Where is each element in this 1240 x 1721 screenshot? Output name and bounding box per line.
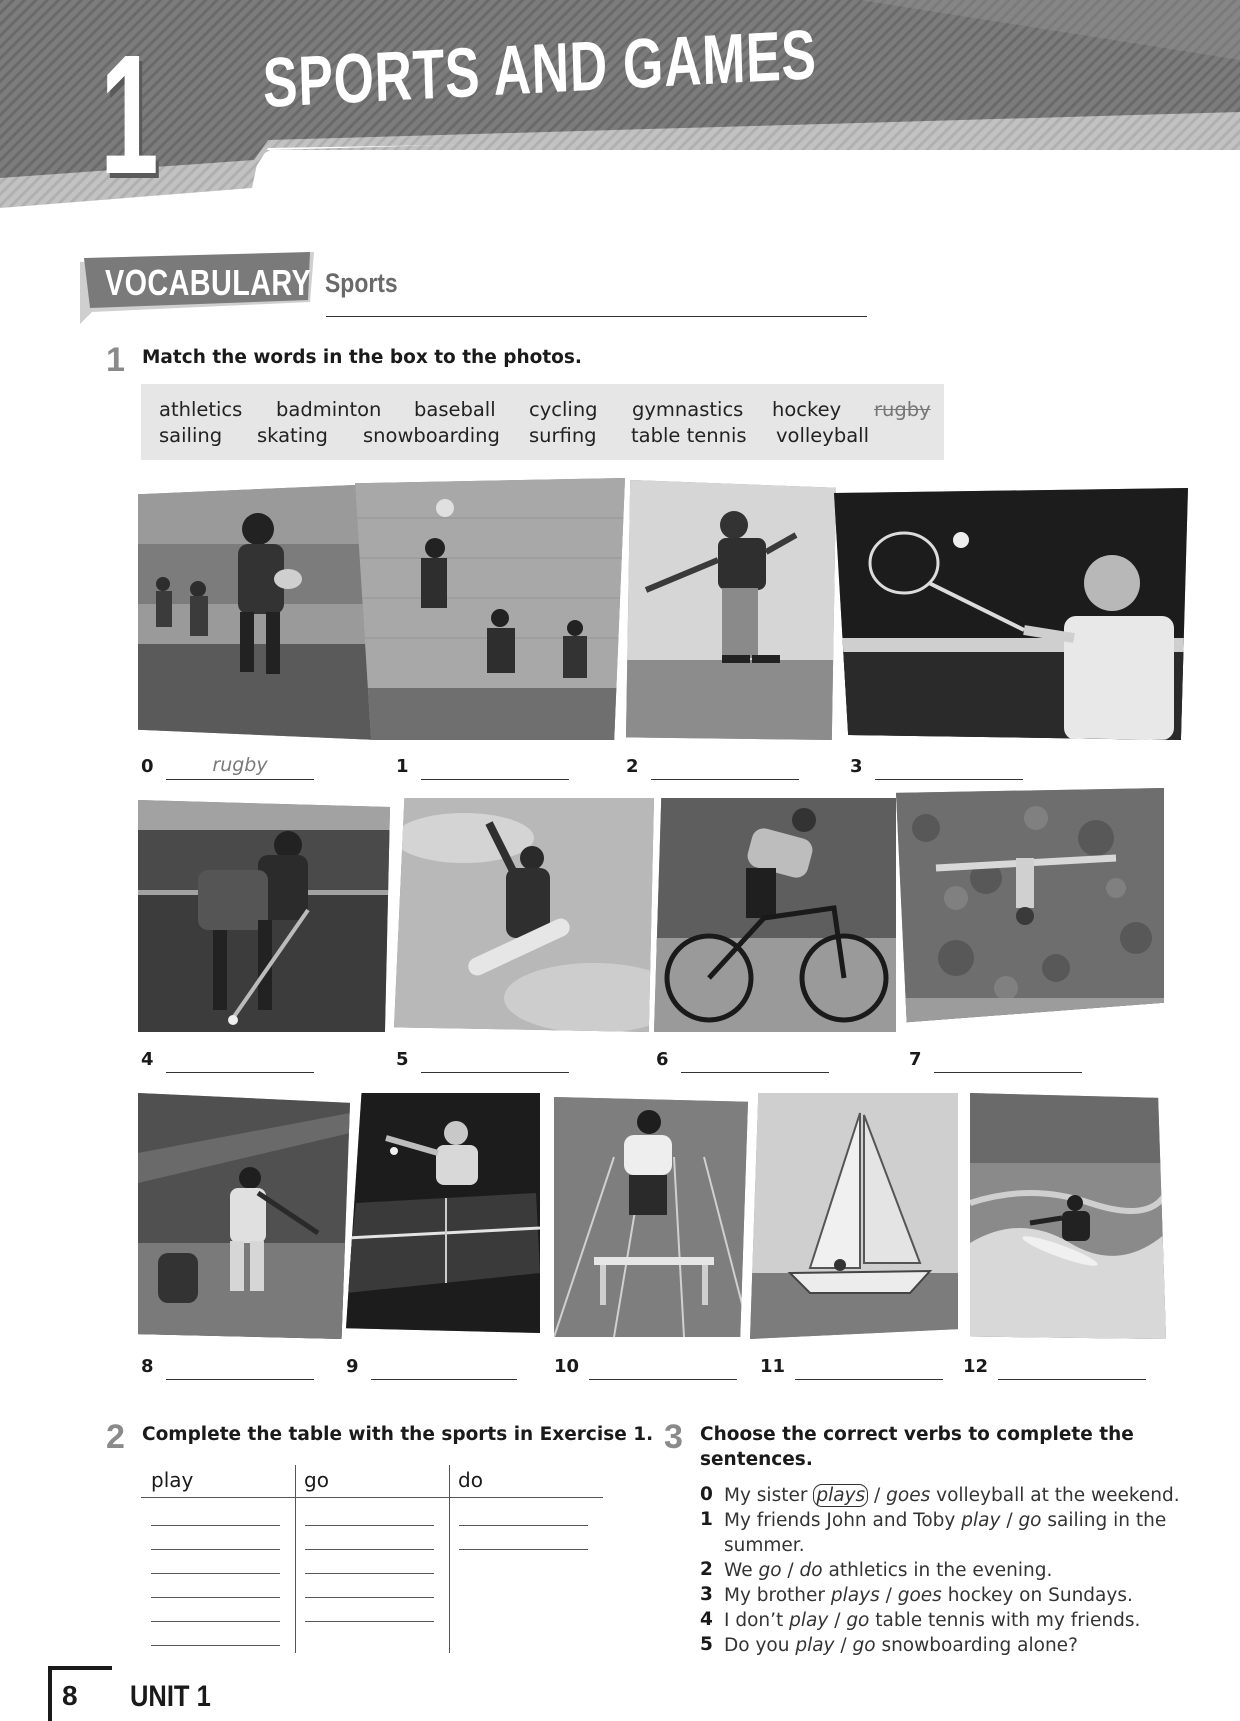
caption-number-8: 8 bbox=[141, 1356, 154, 1377]
option-separator: / bbox=[1000, 1510, 1019, 1531]
sentence-number-2: 2 bbox=[700, 1559, 713, 1580]
word-skating: skating bbox=[257, 424, 328, 447]
exercise-1-instruction: Match the words in the box to the photos. bbox=[142, 347, 582, 368]
word-row-2 bbox=[141, 424, 944, 450]
answer-line-11[interactable] bbox=[795, 1354, 943, 1380]
sentence-3 bbox=[724, 1583, 1133, 1608]
word-snowboarding: snowboarding bbox=[363, 424, 500, 447]
verb-option-selected[interactable]: plays bbox=[813, 1484, 868, 1507]
go-answer-line[interactable] bbox=[305, 1621, 434, 1622]
play-answer-line[interactable] bbox=[151, 1549, 280, 1550]
cycling-photo bbox=[654, 798, 896, 1032]
sentence-text: volleyball at the weekend. bbox=[930, 1485, 1180, 1506]
caption-number-9: 9 bbox=[346, 1356, 359, 1377]
table-divider-2 bbox=[449, 1465, 450, 1653]
caption-number-4: 4 bbox=[141, 1049, 154, 1070]
sentence-4 bbox=[724, 1608, 1140, 1633]
verb-option[interactable]: go bbox=[846, 1610, 870, 1631]
caption-number-3: 3 bbox=[850, 756, 863, 777]
word-surfing: surfing bbox=[529, 424, 597, 447]
sentence-number-1: 1 bbox=[700, 1509, 713, 1530]
caption-number-7: 7 bbox=[909, 1049, 922, 1070]
sentence-text: snowboarding alone? bbox=[875, 1635, 1078, 1656]
word-sailing: sailing bbox=[159, 424, 223, 447]
word-row-1 bbox=[141, 398, 944, 424]
play-answer-line[interactable] bbox=[151, 1573, 280, 1574]
skating-photo bbox=[626, 480, 836, 740]
exercise-3-instruction-line-2: sentences. bbox=[700, 1449, 813, 1470]
do-answer-line[interactable] bbox=[459, 1525, 588, 1526]
word-badminton: badminton bbox=[276, 398, 382, 421]
answer-line-9[interactable] bbox=[371, 1354, 517, 1380]
option-separator: / bbox=[834, 1635, 853, 1656]
sentence-text: I don’t bbox=[724, 1610, 790, 1631]
word-hockey: hockey bbox=[772, 398, 842, 421]
section-subtitle: Sports bbox=[325, 268, 398, 298]
word-volleyball: volleyball bbox=[776, 424, 870, 447]
gymnastics-photo bbox=[896, 788, 1164, 1032]
sentence-text: My brother bbox=[724, 1585, 831, 1606]
caption-number-12: 12 bbox=[963, 1356, 989, 1377]
subtitle-rule bbox=[326, 316, 867, 317]
go-answer-line[interactable] bbox=[305, 1597, 434, 1598]
play-answer-line[interactable] bbox=[151, 1525, 280, 1526]
answer-line-10[interactable] bbox=[589, 1354, 737, 1380]
answer-line-7[interactable] bbox=[934, 1047, 1082, 1073]
caption-number-6: 6 bbox=[656, 1049, 669, 1070]
answer-line-0[interactable]: rugby bbox=[166, 754, 314, 780]
verb-option[interactable]: go bbox=[852, 1635, 876, 1656]
sentence-text: sailing in the bbox=[1041, 1510, 1167, 1531]
section-label: VOCABULARY bbox=[105, 262, 312, 303]
verb-option[interactable]: go bbox=[1018, 1510, 1042, 1531]
go-answer-line[interactable] bbox=[305, 1525, 434, 1526]
answer-line-1[interactable] bbox=[421, 754, 569, 780]
athletics-photo bbox=[554, 1097, 748, 1337]
column-header-do: do bbox=[458, 1468, 483, 1492]
answer-line-3[interactable] bbox=[875, 754, 1023, 780]
sentence-5 bbox=[724, 1633, 1078, 1658]
exercise-3-number: 3 bbox=[664, 1418, 683, 1456]
sentence-number-5: 5 bbox=[700, 1634, 713, 1655]
answer-line-5[interactable] bbox=[421, 1047, 569, 1073]
table-tennis-photo bbox=[346, 1093, 540, 1333]
go-answer-line[interactable] bbox=[305, 1573, 434, 1574]
word-cycling: cycling bbox=[529, 398, 598, 421]
sentence-text: My friends John and Toby bbox=[724, 1510, 962, 1531]
exercise-2-instruction: Complete the table with the sports in Exercise 1. bbox=[142, 1424, 654, 1445]
go-answer-line[interactable] bbox=[305, 1549, 434, 1550]
option-separator: / bbox=[879, 1585, 898, 1606]
sentence-1 bbox=[724, 1508, 1166, 1533]
volleyball-photo bbox=[355, 478, 625, 740]
surfing-photo bbox=[970, 1093, 1166, 1339]
footer-bracket bbox=[46, 1664, 116, 1721]
column-header-go: go bbox=[304, 1468, 329, 1492]
sentence-text: table tennis with my friends. bbox=[869, 1610, 1141, 1631]
badminton-photo bbox=[834, 488, 1188, 740]
caption-number-0: 0 bbox=[141, 756, 154, 777]
verb-option[interactable]: plays bbox=[830, 1585, 880, 1606]
exercise-3-instruction-line-1: Choose the correct verbs to complete the bbox=[700, 1424, 1134, 1445]
verb-option[interactable]: go bbox=[758, 1560, 782, 1581]
caption-number-2: 2 bbox=[626, 756, 639, 777]
sentence-text: hockey on Sundays. bbox=[941, 1585, 1133, 1606]
do-answer-line[interactable] bbox=[459, 1549, 588, 1550]
option-separator: / bbox=[781, 1560, 800, 1581]
play-answer-line[interactable] bbox=[151, 1621, 280, 1622]
answer-line-12[interactable] bbox=[998, 1354, 1146, 1380]
word-box bbox=[141, 384, 944, 460]
sentence-number-0: 0 bbox=[700, 1484, 713, 1505]
sentence-text: Do you bbox=[724, 1635, 796, 1656]
answer-line-6[interactable] bbox=[681, 1047, 829, 1073]
footer-unit-label: UNIT 1 bbox=[130, 1680, 211, 1713]
unit-number: 1 bbox=[100, 20, 159, 210]
snowboarding-photo bbox=[394, 798, 654, 1032]
verb-option[interactable]: do bbox=[799, 1560, 823, 1581]
baseball-photo bbox=[138, 1093, 350, 1339]
caption-number-10: 10 bbox=[554, 1356, 580, 1377]
word-baseball: baseball bbox=[414, 398, 496, 421]
play-answer-line[interactable] bbox=[151, 1645, 280, 1646]
word-gymnastics: gymnastics bbox=[632, 398, 744, 421]
sentence-1-continuation: summer. bbox=[724, 1535, 805, 1556]
option-separator: / bbox=[868, 1485, 887, 1506]
exercise-2-number: 2 bbox=[106, 1418, 125, 1456]
caption-number-11: 11 bbox=[760, 1356, 786, 1377]
word-table-tennis: table tennis bbox=[631, 424, 747, 447]
sentence-text: We bbox=[724, 1560, 759, 1581]
word-rugby-struck: rugby bbox=[874, 398, 931, 421]
sentence-text: My sister bbox=[724, 1485, 814, 1506]
exercise-1-number: 1 bbox=[106, 341, 125, 379]
play-answer-line[interactable] bbox=[151, 1597, 280, 1598]
column-header-play: play bbox=[151, 1468, 194, 1492]
sentence-0 bbox=[724, 1483, 1180, 1508]
verb-option[interactable]: goes bbox=[897, 1585, 942, 1606]
option-separator: / bbox=[828, 1610, 847, 1631]
sentence-2 bbox=[724, 1558, 1052, 1583]
sentence-text: athletics in the evening. bbox=[822, 1560, 1053, 1581]
sentence-number-3: 3 bbox=[700, 1584, 713, 1605]
unit-title: SPORTS AND GAMES bbox=[261, 15, 818, 122]
verb-option[interactable]: goes bbox=[886, 1485, 931, 1506]
rugby-photo bbox=[138, 484, 378, 740]
verb-option[interactable]: play bbox=[795, 1635, 835, 1656]
table-divider-1 bbox=[295, 1465, 296, 1653]
answer-line-4[interactable] bbox=[166, 1047, 314, 1073]
verb-option[interactable]: play bbox=[961, 1510, 1001, 1531]
word-athletics: athletics bbox=[159, 398, 243, 421]
answer-line-2[interactable] bbox=[651, 754, 799, 780]
hockey-photo bbox=[138, 800, 390, 1032]
answer-line-8[interactable] bbox=[166, 1354, 314, 1380]
caption-number-1: 1 bbox=[396, 756, 409, 777]
sentence-number-4: 4 bbox=[700, 1609, 713, 1630]
caption-number-5: 5 bbox=[396, 1049, 409, 1070]
page-number: 8 bbox=[62, 1680, 78, 1711]
verb-option[interactable]: play bbox=[789, 1610, 829, 1631]
table-header-rule bbox=[141, 1497, 603, 1498]
sailing-photo bbox=[750, 1093, 958, 1339]
